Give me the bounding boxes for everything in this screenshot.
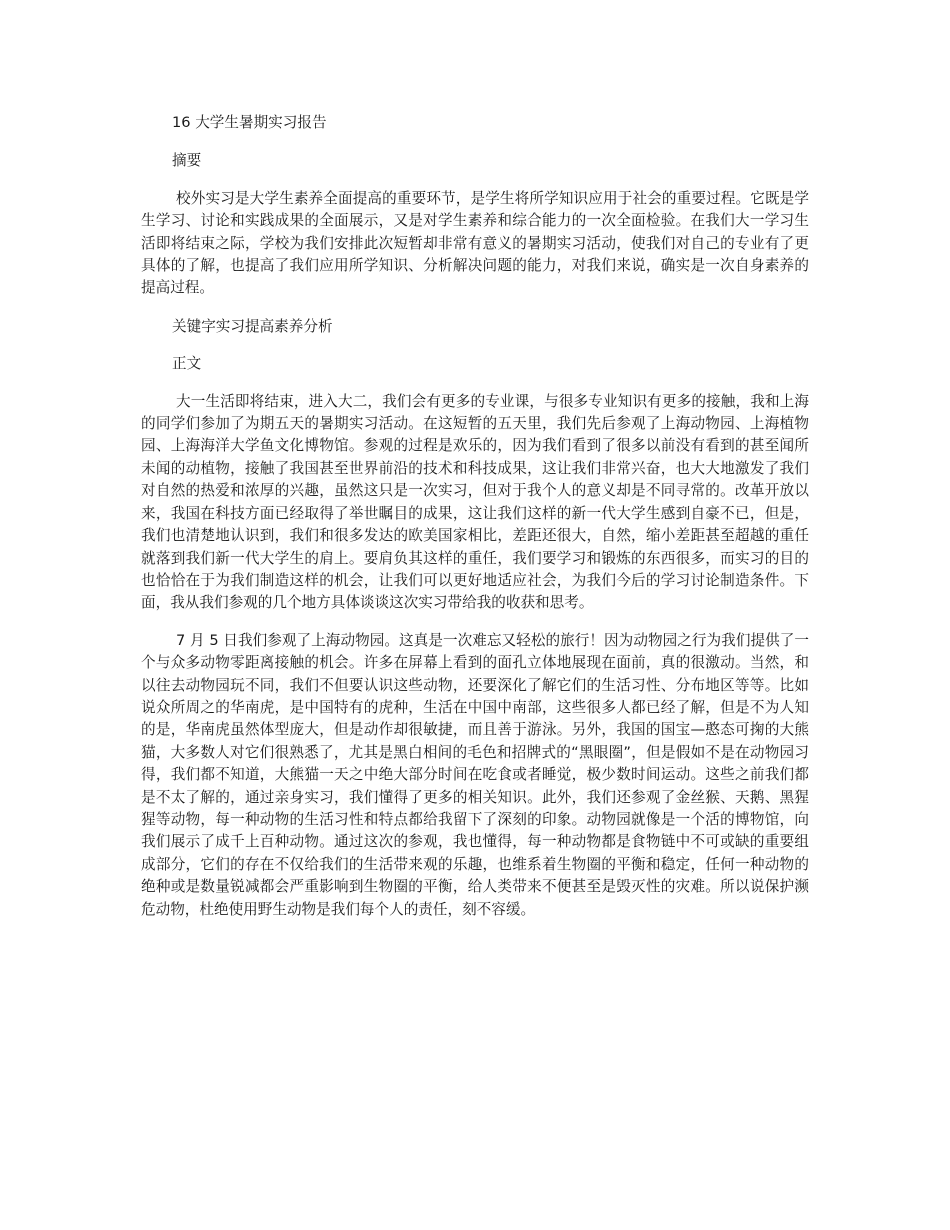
body-paragraph-2: 7 月 5 日我们参观了上海动物园。这真是一次难忘又轻松的旅行！因为动物园之行为我们提供了一个与众多动物零距离接触的机会。许多在屏幕上看到的面孔立体地展现在面前，真的很激动。当然，和以往去动物园玩不同，我们不但要认识这些动物，还要深化了解它们的生活习性、分布地区等等。比如说众所周之的华南虎，是中国特有的虎种，生活在中国中南部，这些很多人都已经了解，但是不为人知的是，华南虎虽然体型庞大，但是动作却很敏捷，而且善于游泳。另外，我国的国宝—憨态可掬的大熊猫，大多数人对它们很熟悉了，尤其是黑白相间的毛色和招牌式的“黑眼圈”，但是假如不是在动物园习得，我们都不知道，大熊猫一天之中绝大部分时间在吃食或者睡觉，极少数时间运动。这些之前我们都是不太了解的，通过亲身实习，我们懂得了更多的相关知识。此外，我们还参观了金丝猴、天鹅、黑猩猩等动物，每一种动物的生活习性和特点都给我留下了深刻的印象。动物园就像是一个活的博物馆，向我们展示了成千上百种动物。通过这次的参观，我也懂得，每一种动物都是食物链中不可或缺的重要组成部分，它们的存在不仅给我们的生活带来观的乐趣，也维系着生物圈的平衡和稳定，任何一种动物的绝种或是数量锐减都会严重影响到生物圈的平衡，给人类带来不便甚至是毁灭性的灾难。所以说保护濒危动物，杜绝使用野生动物是我们每个人的责任，刻不容缓。 (141, 631, 809, 918)
body-heading: 正文 (172, 355, 202, 373)
body-paragraph-1: 大一生活即将结束，进入大二，我们会有更多的专业课，与很多专业知识有更多的接触，我和上海的同学们参加了为期五天的暑期实习活动。在这短暂的五天里，我们先后参观了上海动物园、上海植物园、上海海洋大学鱼文化博物馆。参观的过程是欢乐的，因为我们看到了很多以前没有看到的甚至闻所未闻的动植物，接触了我国甚至世界前沿的技术和科技成果，这让我们非常兴奋，也大大地激发了我们对自然的热爱和浓厚的兴趣，虽然这只是一次实习，但对于我个人的意义却是不同寻常的。改革开放以来，我国在科技方面已经取得了举世瞩目的成果，这让我们这样的新一代大学生感到自豪不已，但是，我们也清楚地认识到，我们和很多发达的欧美国家相比，差距还很大，自然，缩小差距甚至超越的重任就落到我们新一代大学生的肩上。要肩负其这样的重任，我们要学习和锻炼的东西很多，而实习的目的也恰恰在于为我们制造这样的机会，让我们可以更好地适应社会，为我们今后的学习讨论制造条件。下面，我从我们参观的几个地方具体谈谈这次实习带给我的收获和思考。 (141, 392, 809, 612)
document-title: 16 大学生暑期实习报告 (172, 114, 327, 131)
document-content (141, 112, 809, 936)
abstract-paragraph: 校外实习是大学生素养全面提高的重要环节，是学生将所学知识应用于社会的重要过程。它既是学生学习、讨论和实践成果的全面展示，又是对学生素养和综合能力的一次全面检验。在我们大一学习生活即将结束之际，学校为我们安排此次短暂却非常有意义的暑期实习活动，使我们对自己的专业有了更具体的了解，也提高了我们应用所学知识、分析解决问题的能力，对我们来说，确实是一次自身素养的提高过程。 (141, 189, 809, 297)
abstract-heading: 摘要 (172, 152, 202, 170)
keywords-line: 关键字实习提高素养分析 (172, 317, 333, 335)
